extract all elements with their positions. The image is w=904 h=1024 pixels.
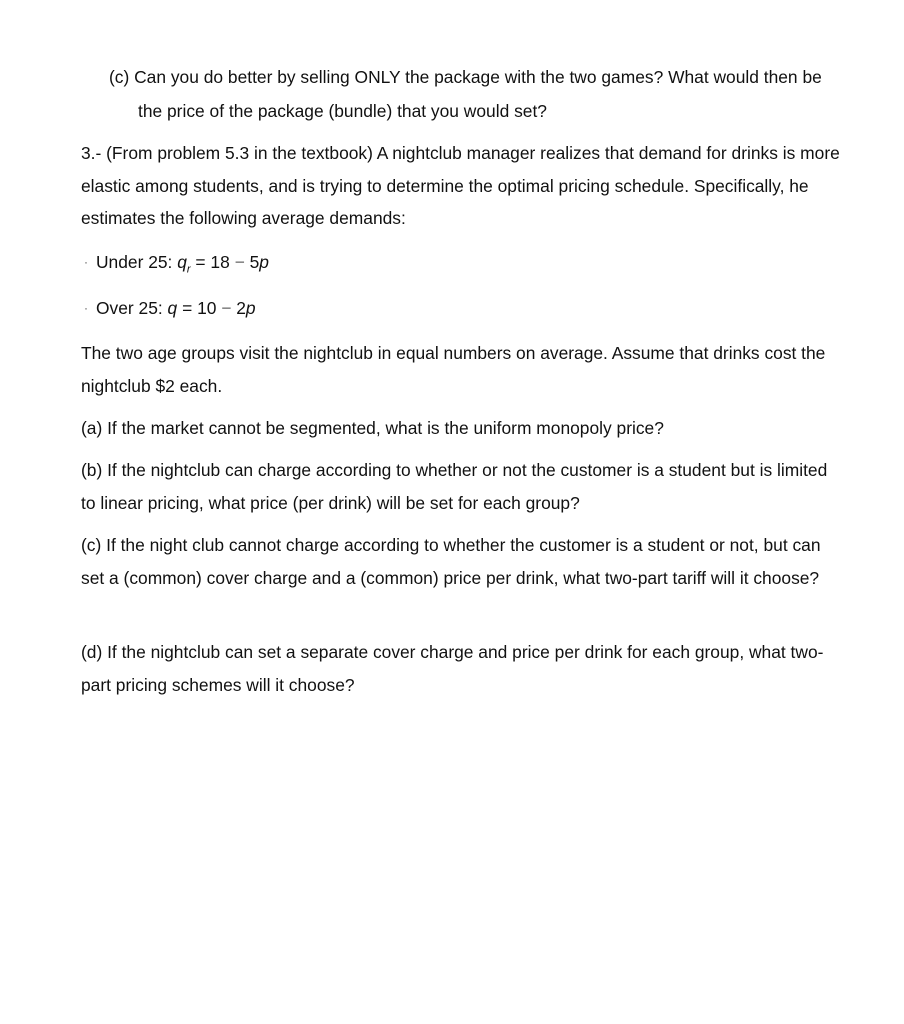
problem3-part-a: (a) If the market cannot be segmented, what is the uniform monopoly price? (81, 418, 664, 438)
over25-label: Over 25: (96, 298, 163, 318)
problem2-part-c (109, 60, 838, 128)
over25-constant: 10 (197, 298, 217, 318)
problem3-part-d: (d) If the nightclub can set a separate cover charge and price per drink for each group, what two-part pricing schemes will it choose? (81, 642, 824, 695)
under25-coef: 5 (249, 252, 260, 272)
bullet-glyph: · (84, 301, 88, 315)
problem3-part-b: (b) If the nightclub can charge according to whether or not the customer is a student but is limited to linear pricing, what price (per drink) will be set for each group? (81, 460, 828, 513)
under25-equals: = (195, 252, 206, 272)
problem3-assumption: The two age groups visit the nightclub in equal numbers on average. Assume that drinks cost the nightclub $2 each. (81, 343, 826, 396)
over25-p-var: p (245, 298, 256, 318)
under25-constant: 18 (210, 252, 230, 272)
demand-over-25 (84, 296, 256, 320)
bullet-glyph: · (84, 255, 88, 269)
under25-q-sub: r (186, 263, 191, 276)
demand-under-25 (84, 250, 269, 274)
problem2-part-c-text: Can you do better by selling ONLY the package with the two games? What would then be the price of the package (bundle) that you would set? (134, 67, 822, 121)
problem3-part-c: (c) If the night club cannot charge according to whether the customer is a student or not, but can set a (common) cover charge and a (common) price per drink, what two-part tariff will it choose? (81, 535, 821, 588)
over25-minus: − (221, 298, 232, 318)
under25-minus: − (234, 252, 245, 272)
under25-label: Under 25: (96, 252, 173, 272)
under25-p-var: p (259, 252, 269, 272)
over25-equals: = (182, 298, 193, 318)
problem2-part-c-label: (c) (109, 67, 130, 87)
problem3-intro: 3.- (From problem 5.3 in the textbook) A nightclub manager realizes that demand for drinks is more elastic among students, and is trying to determine the optimal pricing schedule. Specifically, he estimates the following average demands: (81, 143, 840, 228)
over25-coef: 2 (236, 298, 246, 318)
over25-q-var: q (167, 298, 178, 318)
under25-q-var: q (177, 252, 187, 272)
